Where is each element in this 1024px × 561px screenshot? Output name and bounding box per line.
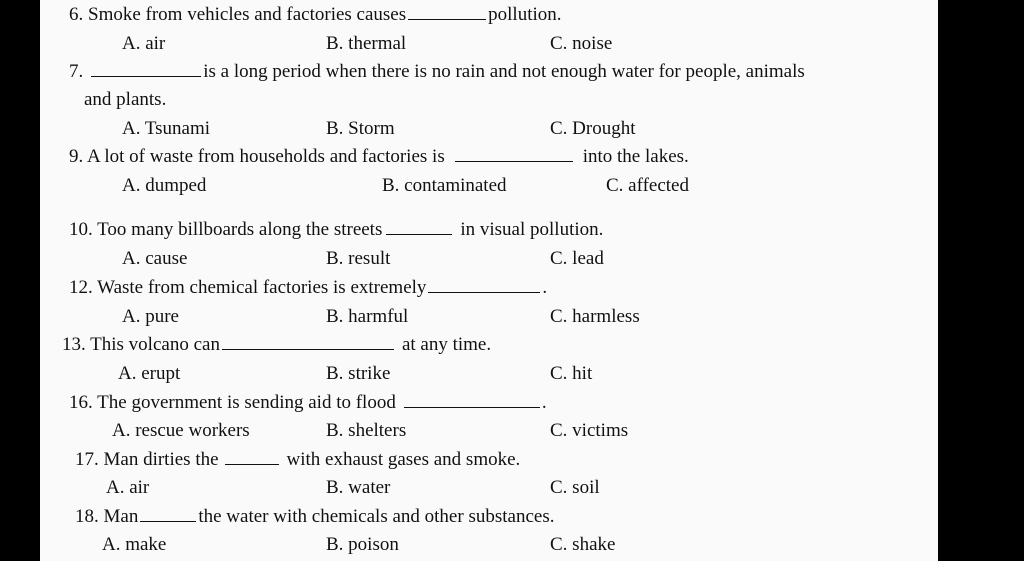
- question-text: 9. A lot of waste from households and factories is: [69, 146, 445, 167]
- option-b: B. harmful: [326, 306, 409, 327]
- question-7-continuation: and plants.: [84, 89, 167, 110]
- question-18: [75, 506, 554, 528]
- answer-blank: [408, 5, 486, 20]
- option-a: A. erupt: [118, 363, 181, 384]
- question-text: at any time.: [401, 334, 492, 355]
- question-text: the water with chemicals and other substances.: [198, 506, 555, 527]
- question-text: pollution.: [488, 4, 562, 25]
- question-12: [69, 277, 547, 299]
- option-a: A. Tsunami: [122, 118, 211, 139]
- question-17: [75, 449, 520, 471]
- question-text: 18. Man: [75, 506, 139, 527]
- question-text: 6. Smoke from vehicles and factories causes: [69, 4, 407, 25]
- option-a: A. rescue workers: [112, 420, 250, 441]
- answer-blank: [222, 335, 394, 350]
- question-text: .: [541, 392, 547, 413]
- option-b: B. contaminated: [382, 175, 507, 196]
- question-10: [69, 219, 603, 241]
- question-16: [69, 392, 547, 414]
- question-7: [69, 61, 805, 83]
- question-9: [69, 146, 689, 168]
- option-a: A. pure: [122, 306, 179, 327]
- option-b: B. Storm: [326, 118, 395, 139]
- option-b: B. water: [326, 477, 391, 498]
- option-c: C. victims: [550, 420, 629, 441]
- option-b: B. result: [326, 248, 391, 269]
- answer-blank: [455, 147, 573, 162]
- option-b: B. poison: [326, 534, 399, 555]
- option-c: C. shake: [550, 534, 616, 555]
- answer-blank: [225, 450, 279, 465]
- option-c: C. Drought: [550, 118, 636, 139]
- question-text: 7.: [69, 61, 84, 82]
- question-text: .: [542, 277, 548, 298]
- answer-blank: [91, 62, 201, 77]
- worksheet-page: [40, 0, 938, 561]
- option-a: A. dumped: [122, 175, 207, 196]
- option-a: A. cause: [122, 248, 188, 269]
- answer-blank: [140, 507, 196, 522]
- option-c: C. harmless: [550, 306, 640, 327]
- answer-blank: [428, 278, 540, 293]
- option-c: C. hit: [550, 363, 593, 384]
- question-text: 16. The government is sending aid to flood: [69, 392, 396, 413]
- question-text: with exhaust gases and smoke.: [286, 449, 521, 470]
- option-c: C. soil: [550, 477, 600, 498]
- question-text: 10. Too many billboards along the streets: [69, 219, 383, 240]
- option-c: C. lead: [550, 248, 604, 269]
- question-text: 13. This volcano can: [62, 334, 220, 355]
- option-b: B. strike: [326, 363, 391, 384]
- question-text: 12. Waste from chemical factories is extremely: [69, 277, 427, 298]
- answer-blank: [386, 220, 452, 235]
- option-a: A. air: [122, 33, 166, 54]
- question-text: into the lakes.: [582, 146, 689, 167]
- question-6: [69, 4, 562, 26]
- option-a: A. air: [106, 477, 150, 498]
- question-text: 17. Man dirties the: [75, 449, 219, 470]
- option-b: B. thermal: [326, 33, 407, 54]
- question-text: in visual pollution.: [460, 219, 604, 240]
- option-c: C. affected: [606, 175, 689, 196]
- option-b: B. shelters: [326, 420, 407, 441]
- question-13: [62, 334, 491, 356]
- option-c: C. noise: [550, 33, 613, 54]
- answer-blank: [404, 393, 540, 408]
- question-text: is a long period when there is no rain and not enough water for people, animals: [203, 61, 805, 82]
- option-a: A. make: [102, 534, 167, 555]
